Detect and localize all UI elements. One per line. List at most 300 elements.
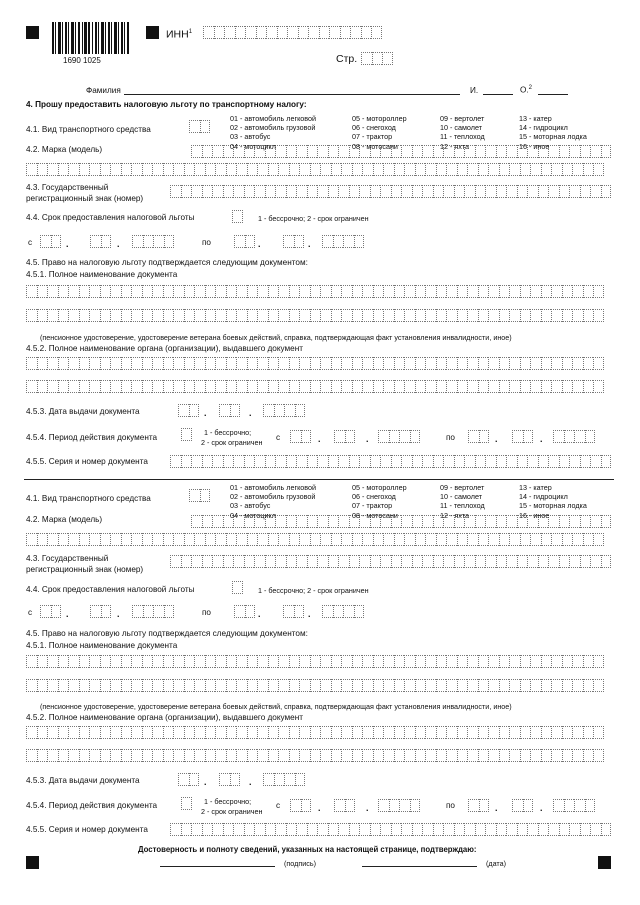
input-cell[interactable] (163, 309, 174, 322)
input-cell[interactable] (422, 823, 433, 836)
input-cell[interactable] (517, 555, 528, 568)
input-cell[interactable] (40, 605, 51, 618)
input-cell[interactable] (593, 533, 604, 546)
input-cell[interactable] (194, 285, 205, 298)
input-cell[interactable] (338, 455, 349, 468)
input-cell[interactable] (268, 533, 279, 546)
input-cell[interactable] (68, 285, 79, 298)
input-cell[interactable] (362, 163, 373, 176)
input-cell[interactable] (454, 823, 465, 836)
input-cell[interactable] (173, 679, 184, 692)
input-cell[interactable] (391, 823, 402, 836)
input-cell[interactable] (436, 285, 447, 298)
input-cell[interactable] (572, 309, 583, 322)
input-cell[interactable] (236, 380, 247, 393)
input-cell[interactable] (299, 357, 310, 370)
input-cell[interactable] (572, 726, 583, 739)
input-cell[interactable] (51, 605, 62, 618)
input-cell[interactable] (181, 428, 192, 441)
input-cell[interactable] (26, 309, 37, 322)
input-cell[interactable] (26, 380, 37, 393)
input-cell[interactable] (415, 533, 426, 546)
input-cell[interactable] (583, 285, 594, 298)
input-cell[interactable] (79, 380, 90, 393)
input-cell[interactable] (562, 679, 573, 692)
issuer-input-row-2[interactable] (26, 380, 604, 393)
input-cell[interactable] (247, 380, 258, 393)
input-cell[interactable] (295, 404, 306, 417)
input-cell[interactable] (590, 515, 601, 528)
input-cell[interactable] (373, 380, 384, 393)
input-cell[interactable] (572, 533, 583, 546)
input-cell[interactable] (89, 655, 100, 668)
input-cell[interactable] (328, 185, 339, 198)
input-cell[interactable] (191, 145, 202, 158)
validity-from-month-input[interactable] (334, 799, 355, 812)
input-cell[interactable] (244, 185, 255, 198)
input-cell[interactable] (322, 605, 333, 618)
input-cell[interactable] (404, 655, 415, 668)
input-cell[interactable] (467, 679, 478, 692)
input-cell[interactable] (47, 749, 58, 762)
input-cell[interactable] (283, 605, 294, 618)
input-cell[interactable] (338, 555, 349, 568)
input-cell[interactable] (142, 163, 153, 176)
input-cell[interactable] (278, 749, 289, 762)
input-cell[interactable] (590, 455, 601, 468)
input-cell[interactable] (37, 533, 48, 546)
input-cell[interactable] (593, 163, 604, 176)
input-cell[interactable] (331, 679, 342, 692)
input-cell[interactable] (380, 455, 391, 468)
input-cell[interactable] (551, 679, 562, 692)
input-cell[interactable] (527, 455, 538, 468)
input-cell[interactable] (79, 679, 90, 692)
input-cell[interactable] (499, 380, 510, 393)
to-month-input[interactable] (283, 235, 304, 248)
input-cell[interactable] (26, 357, 37, 370)
input-cell[interactable] (191, 823, 202, 836)
input-cell[interactable] (349, 185, 360, 198)
inn-input[interactable] (203, 26, 382, 39)
input-cell[interactable] (562, 309, 573, 322)
input-cell[interactable] (173, 655, 184, 668)
input-cell[interactable] (391, 185, 402, 198)
input-cell[interactable] (254, 185, 265, 198)
issue-day-input[interactable] (178, 404, 199, 417)
input-cell[interactable] (247, 533, 258, 546)
input-cell[interactable] (331, 163, 342, 176)
input-cell[interactable] (548, 455, 559, 468)
input-cell[interactable] (349, 555, 360, 568)
input-cell[interactable] (593, 380, 604, 393)
input-cell[interactable] (131, 380, 142, 393)
input-cell[interactable] (268, 309, 279, 322)
to-year-input[interactable] (322, 235, 364, 248)
input-cell[interactable] (443, 455, 454, 468)
input-cell[interactable] (467, 533, 478, 546)
input-cell[interactable] (131, 749, 142, 762)
input-cell[interactable] (412, 555, 423, 568)
input-cell[interactable] (475, 823, 486, 836)
input-cell[interactable] (415, 357, 426, 370)
input-cell[interactable] (58, 380, 69, 393)
input-cell[interactable] (404, 533, 415, 546)
input-cell[interactable] (37, 285, 48, 298)
input-cell[interactable] (394, 380, 405, 393)
input-cell[interactable] (574, 430, 585, 443)
input-cell[interactable] (121, 726, 132, 739)
input-cell[interactable] (331, 726, 342, 739)
input-cell[interactable] (383, 679, 394, 692)
input-cell[interactable] (412, 145, 423, 158)
input-cell[interactable] (593, 749, 604, 762)
input-cell[interactable] (499, 726, 510, 739)
input-cell[interactable] (436, 655, 447, 668)
input-cell[interactable] (230, 773, 241, 786)
input-cell[interactable] (110, 655, 121, 668)
input-cell[interactable] (184, 285, 195, 298)
input-cell[interactable] (194, 309, 205, 322)
input-cell[interactable] (295, 773, 306, 786)
input-cell[interactable] (257, 533, 268, 546)
input-cell[interactable] (583, 357, 594, 370)
to-month-input[interactable] (283, 605, 304, 618)
input-cell[interactable] (520, 285, 531, 298)
input-cell[interactable] (488, 726, 499, 739)
input-cell[interactable] (294, 605, 305, 618)
input-cell[interactable] (583, 726, 594, 739)
input-cell[interactable] (517, 185, 528, 198)
input-cell[interactable] (289, 309, 300, 322)
input-cell[interactable] (457, 655, 468, 668)
input-cell[interactable] (362, 679, 373, 692)
input-cell[interactable] (520, 679, 531, 692)
input-cell[interactable] (488, 533, 499, 546)
input-cell[interactable] (478, 749, 489, 762)
input-cell[interactable] (394, 726, 405, 739)
input-cell[interactable] (354, 235, 365, 248)
input-cell[interactable] (173, 533, 184, 546)
input-cell[interactable] (163, 749, 174, 762)
input-cell[interactable] (317, 145, 328, 158)
input-cell[interactable] (163, 679, 174, 692)
input-cell[interactable] (254, 455, 265, 468)
input-cell[interactable] (425, 679, 436, 692)
input-cell[interactable] (310, 655, 321, 668)
input-cell[interactable] (163, 655, 174, 668)
validity-from-year-input[interactable] (378, 430, 420, 443)
input-cell[interactable] (310, 533, 321, 546)
input-cell[interactable] (226, 357, 237, 370)
initial-o-field[interactable] (538, 94, 568, 95)
input-cell[interactable] (58, 749, 69, 762)
input-cell[interactable] (173, 285, 184, 298)
input-cell[interactable] (47, 309, 58, 322)
input-cell[interactable] (278, 309, 289, 322)
input-cell[interactable] (181, 555, 192, 568)
input-cell[interactable] (320, 749, 331, 762)
input-cell[interactable] (433, 185, 444, 198)
input-cell[interactable] (110, 749, 121, 762)
input-cell[interactable] (548, 823, 559, 836)
input-cell[interactable] (478, 163, 489, 176)
input-cell[interactable] (443, 185, 454, 198)
input-cell[interactable] (345, 430, 356, 443)
input-cell[interactable] (181, 823, 192, 836)
input-cell[interactable] (341, 726, 352, 739)
input-cell[interactable] (415, 285, 426, 298)
input-cell[interactable] (464, 555, 475, 568)
input-cell[interactable] (541, 655, 552, 668)
input-cell[interactable] (551, 357, 562, 370)
input-cell[interactable] (152, 679, 163, 692)
input-cell[interactable] (236, 749, 247, 762)
input-cell[interactable] (100, 309, 111, 322)
input-cell[interactable] (404, 285, 415, 298)
input-cell[interactable] (338, 823, 349, 836)
input-cell[interactable] (194, 380, 205, 393)
input-cell[interactable] (226, 655, 237, 668)
input-cell[interactable] (244, 455, 255, 468)
input-cell[interactable] (412, 823, 423, 836)
input-cell[interactable] (278, 380, 289, 393)
input-cell[interactable] (530, 679, 541, 692)
input-cell[interactable] (40, 235, 51, 248)
input-cell[interactable] (89, 309, 100, 322)
input-cell[interactable] (394, 357, 405, 370)
input-cell[interactable] (530, 163, 541, 176)
from-year-input[interactable] (132, 235, 174, 248)
input-cell[interactable] (296, 185, 307, 198)
input-cell[interactable] (319, 26, 330, 39)
input-cell[interactable] (68, 309, 79, 322)
input-cell[interactable] (331, 749, 342, 762)
input-cell[interactable] (359, 555, 370, 568)
input-cell[interactable] (121, 285, 132, 298)
input-cell[interactable] (415, 309, 426, 322)
input-cell[interactable] (475, 455, 486, 468)
input-cell[interactable] (257, 309, 268, 322)
input-cell[interactable] (538, 823, 549, 836)
input-cell[interactable] (131, 655, 142, 668)
input-cell[interactable] (320, 357, 331, 370)
series-input[interactable] (170, 455, 611, 468)
input-cell[interactable] (478, 285, 489, 298)
input-cell[interactable] (37, 309, 48, 322)
input-cell[interactable] (551, 726, 562, 739)
input-cell[interactable] (215, 163, 226, 176)
input-cell[interactable] (457, 533, 468, 546)
input-cell[interactable] (572, 749, 583, 762)
input-cell[interactable] (131, 533, 142, 546)
input-cell[interactable] (278, 163, 289, 176)
input-cell[interactable] (268, 726, 279, 739)
input-cell[interactable] (538, 555, 549, 568)
input-cell[interactable] (352, 309, 363, 322)
input-cell[interactable] (331, 285, 342, 298)
input-cell[interactable] (202, 185, 213, 198)
input-cell[interactable] (527, 185, 538, 198)
input-cell[interactable] (152, 726, 163, 739)
input-cell[interactable] (562, 533, 573, 546)
input-cell[interactable] (247, 309, 258, 322)
input-cell[interactable] (121, 309, 132, 322)
input-cell[interactable] (58, 357, 69, 370)
input-cell[interactable] (274, 773, 285, 786)
issuer-input-row-2[interactable] (26, 749, 604, 762)
input-cell[interactable] (163, 285, 174, 298)
input-cell[interactable] (110, 380, 121, 393)
input-cell[interactable] (257, 679, 268, 692)
input-cell[interactable] (593, 285, 604, 298)
input-cell[interactable] (530, 533, 541, 546)
validity-input[interactable] (181, 797, 192, 810)
input-cell[interactable] (205, 309, 216, 322)
input-cell[interactable] (212, 555, 223, 568)
input-cell[interactable] (79, 285, 90, 298)
input-cell[interactable] (340, 26, 351, 39)
input-cell[interactable] (247, 163, 258, 176)
doc-name-input-row-1[interactable] (26, 285, 604, 298)
input-cell[interactable] (373, 679, 384, 692)
input-cell[interactable] (268, 655, 279, 668)
input-cell[interactable] (341, 285, 352, 298)
input-cell[interactable] (181, 797, 192, 810)
input-cell[interactable] (583, 380, 594, 393)
input-cell[interactable] (163, 357, 174, 370)
input-cell[interactable] (278, 357, 289, 370)
input-cell[interactable] (488, 380, 499, 393)
input-cell[interactable] (47, 726, 58, 739)
input-cell[interactable] (296, 515, 307, 528)
input-cell[interactable] (464, 823, 475, 836)
input-cell[interactable] (454, 455, 465, 468)
input-cell[interactable] (322, 235, 333, 248)
input-cell[interactable] (572, 163, 583, 176)
input-cell[interactable] (203, 26, 214, 39)
input-cell[interactable] (320, 309, 331, 322)
input-cell[interactable] (121, 380, 132, 393)
input-cell[interactable] (457, 380, 468, 393)
input-cell[interactable] (352, 679, 363, 692)
vehicle-type-input[interactable] (189, 120, 210, 133)
input-cell[interactable] (580, 515, 591, 528)
input-cell[interactable] (362, 655, 373, 668)
validity-from-day-input[interactable] (290, 799, 311, 812)
input-cell[interactable] (401, 515, 412, 528)
input-cell[interactable] (580, 823, 591, 836)
input-cell[interactable] (467, 655, 478, 668)
input-cell[interactable] (478, 679, 489, 692)
input-cell[interactable] (142, 380, 153, 393)
input-cell[interactable] (89, 380, 100, 393)
input-cell[interactable] (100, 163, 111, 176)
input-cell[interactable] (341, 533, 352, 546)
input-cell[interactable] (47, 163, 58, 176)
input-cell[interactable] (58, 655, 69, 668)
input-cell[interactable] (541, 285, 552, 298)
input-cell[interactable] (214, 26, 225, 39)
input-cell[interactable] (223, 823, 234, 836)
input-cell[interactable] (564, 799, 575, 812)
input-cell[interactable] (173, 309, 184, 322)
input-cell[interactable] (572, 285, 583, 298)
input-cell[interactable] (320, 533, 331, 546)
input-cell[interactable] (583, 655, 594, 668)
input-cell[interactable] (131, 357, 142, 370)
input-cell[interactable] (593, 655, 604, 668)
input-cell[interactable] (404, 357, 415, 370)
input-cell[interactable] (338, 515, 349, 528)
input-cell[interactable] (331, 380, 342, 393)
input-cell[interactable] (520, 533, 531, 546)
input-cell[interactable] (488, 749, 499, 762)
input-cell[interactable] (457, 309, 468, 322)
input-cell[interactable] (299, 726, 310, 739)
input-cell[interactable] (467, 726, 478, 739)
input-cell[interactable] (583, 533, 594, 546)
input-cell[interactable] (152, 655, 163, 668)
input-cell[interactable] (68, 380, 79, 393)
from-day-input[interactable] (40, 605, 61, 618)
input-cell[interactable] (212, 515, 223, 528)
input-cell[interactable] (191, 185, 202, 198)
input-cell[interactable] (164, 235, 175, 248)
input-cell[interactable] (236, 726, 247, 739)
input-cell[interactable] (352, 726, 363, 739)
input-cell[interactable] (541, 679, 552, 692)
input-cell[interactable] (541, 726, 552, 739)
input-cell[interactable] (268, 679, 279, 692)
input-cell[interactable] (488, 285, 499, 298)
input-cell[interactable] (152, 357, 163, 370)
input-cell[interactable] (320, 679, 331, 692)
input-cell[interactable] (194, 679, 205, 692)
input-cell[interactable] (433, 455, 444, 468)
input-cell[interactable] (394, 679, 405, 692)
input-cell[interactable] (394, 285, 405, 298)
input-cell[interactable] (446, 533, 457, 546)
input-cell[interactable] (47, 533, 58, 546)
input-cell[interactable] (436, 533, 447, 546)
input-cell[interactable] (89, 533, 100, 546)
input-cell[interactable] (415, 749, 426, 762)
input-cell[interactable] (110, 163, 121, 176)
input-cell[interactable] (394, 309, 405, 322)
input-cell[interactable] (333, 605, 344, 618)
input-cell[interactable] (425, 163, 436, 176)
input-cell[interactable] (601, 515, 612, 528)
input-cell[interactable] (205, 749, 216, 762)
input-cell[interactable] (343, 605, 354, 618)
input-cell[interactable] (436, 163, 447, 176)
input-cell[interactable] (277, 26, 288, 39)
input-cell[interactable] (132, 605, 143, 618)
brand-input-row-2[interactable] (26, 533, 604, 546)
input-cell[interactable] (320, 285, 331, 298)
input-cell[interactable] (26, 749, 37, 762)
doc-name-input-row-2[interactable] (26, 309, 604, 322)
input-cell[interactable] (257, 726, 268, 739)
input-cell[interactable] (194, 163, 205, 176)
input-cell[interactable] (215, 749, 226, 762)
input-cell[interactable] (425, 380, 436, 393)
input-cell[interactable] (79, 655, 90, 668)
input-cell[interactable] (256, 26, 267, 39)
input-cell[interactable] (79, 309, 90, 322)
reg-number-input[interactable] (170, 555, 611, 568)
